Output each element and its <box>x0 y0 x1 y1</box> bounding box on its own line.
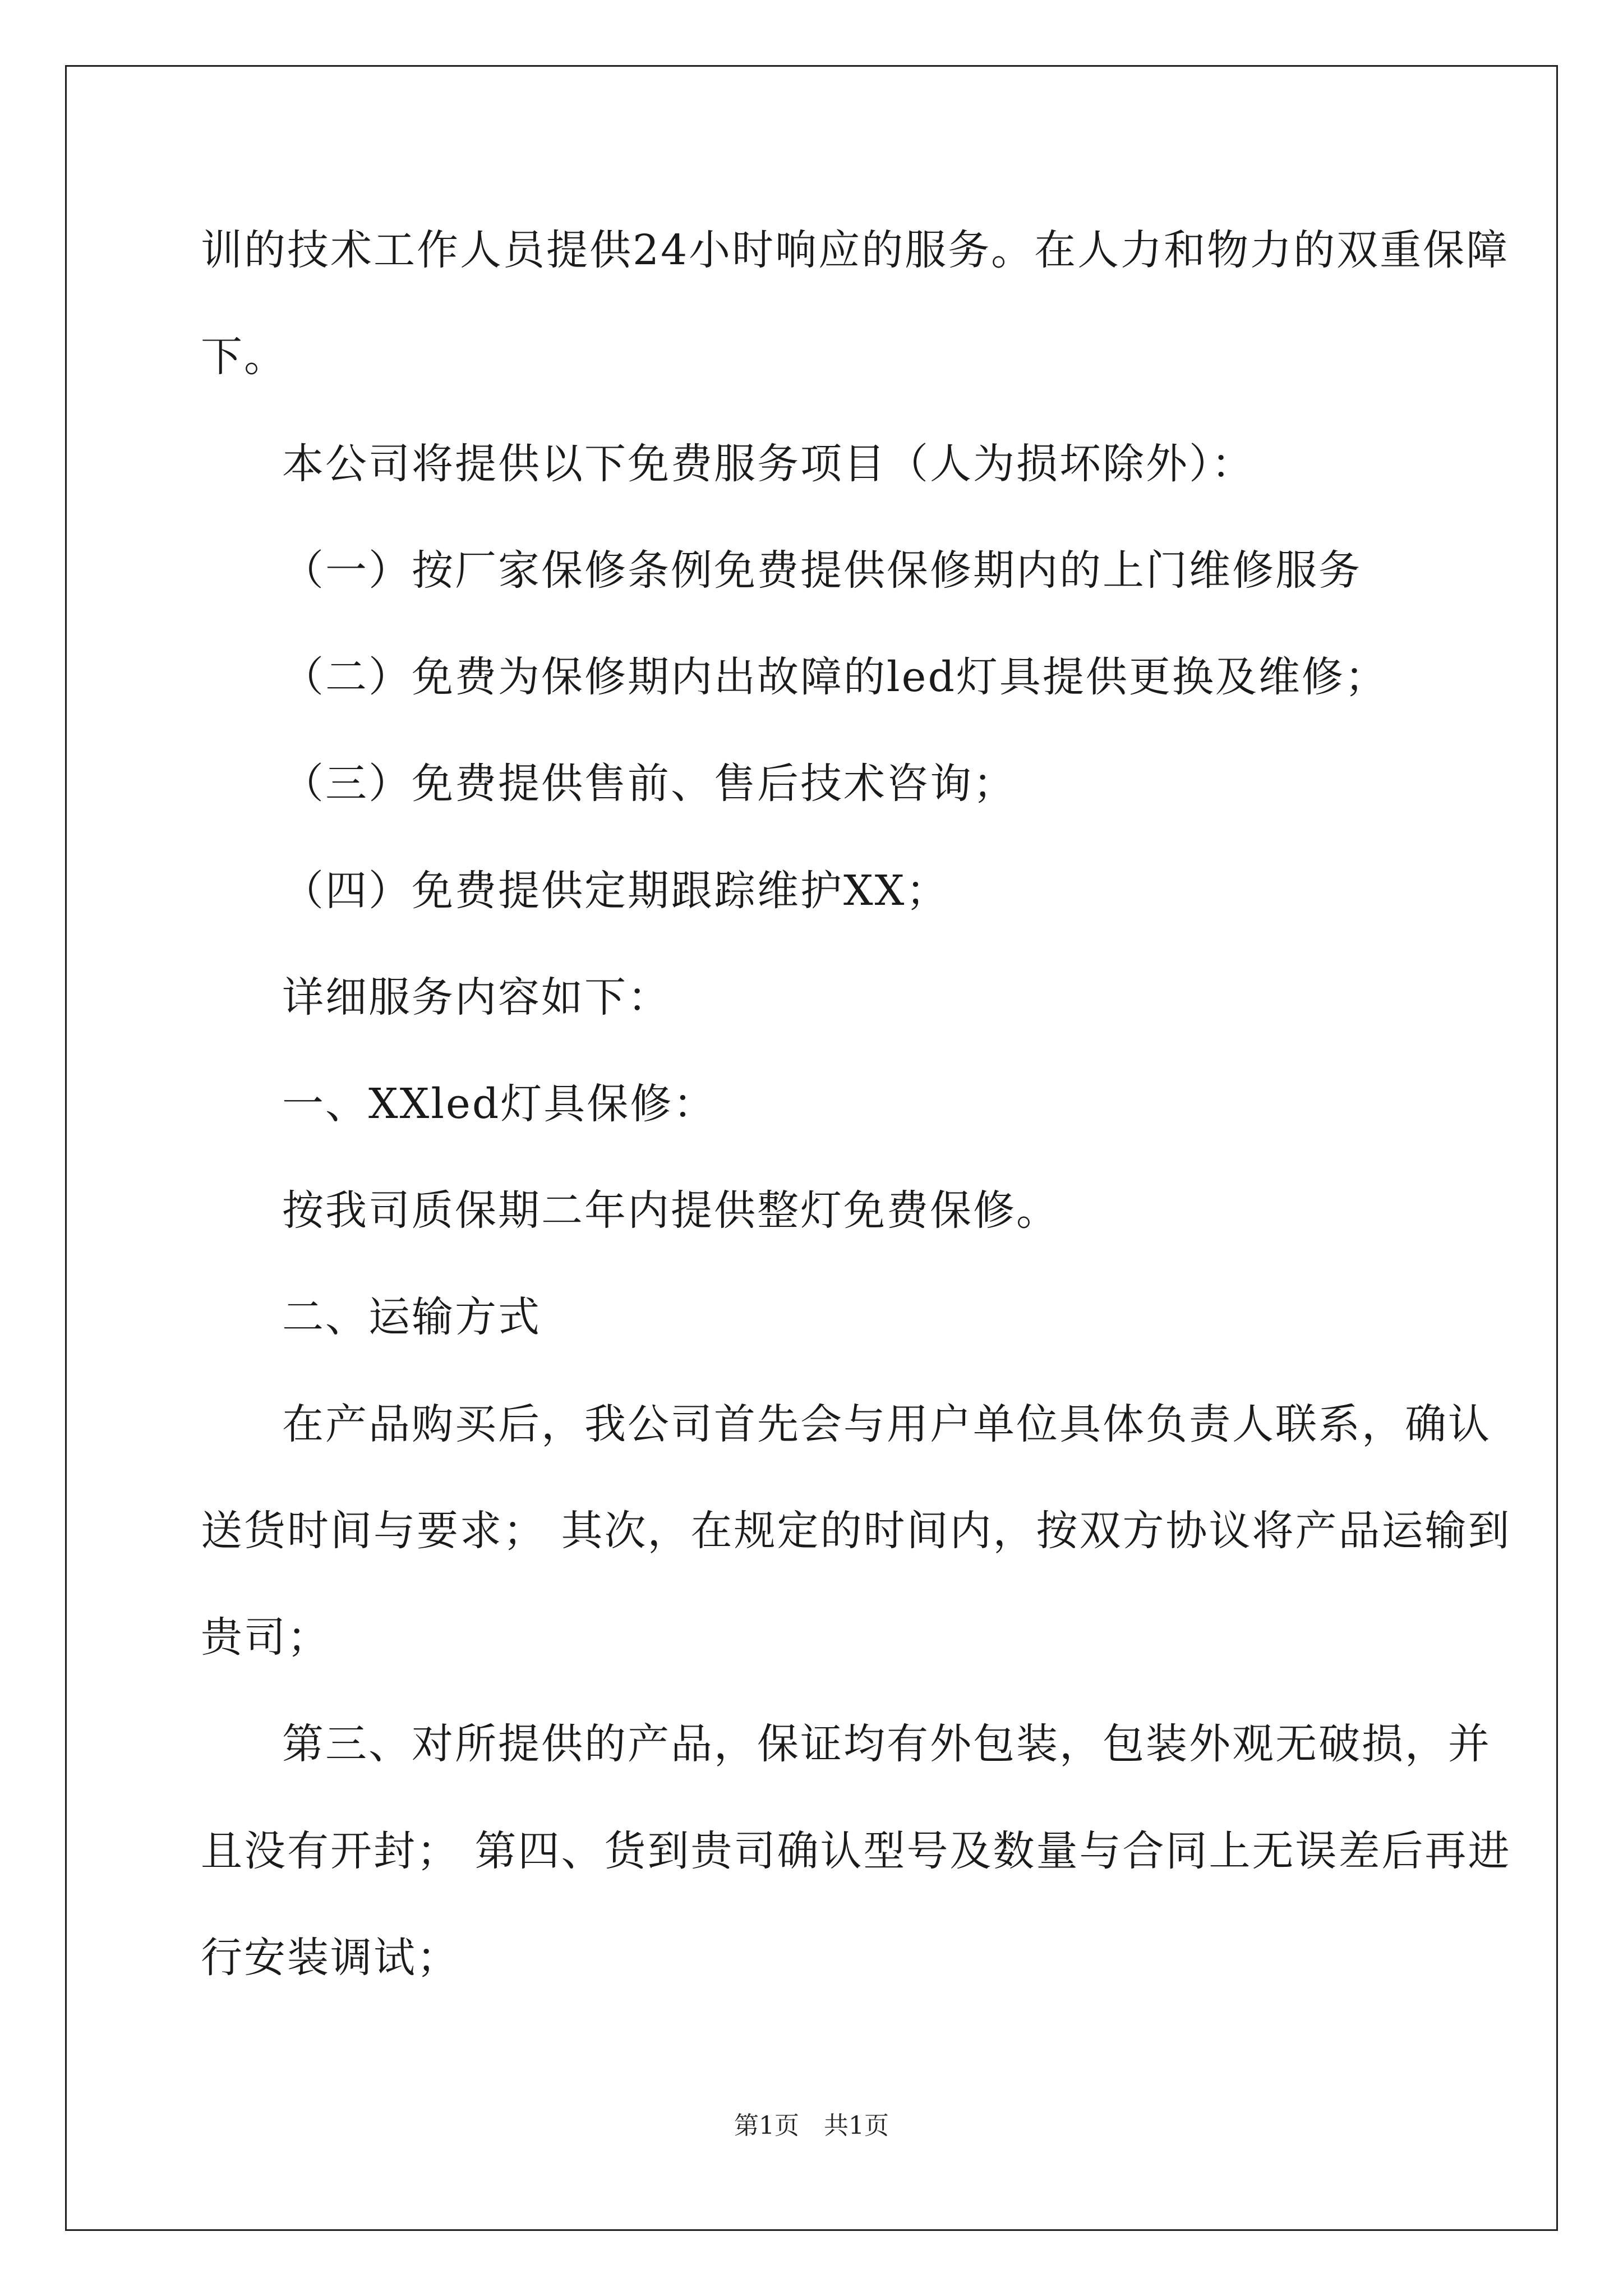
paragraph-line: 训的技术工作人员提供24小时响应的服务。在人力和物力的双重保障 <box>201 226 1510 274</box>
list-item: （四）免费提供定期跟踪维护XX； <box>282 867 949 915</box>
paragraph-line: 贵司； <box>201 1613 330 1662</box>
paragraph-line: 详细服务内容如下： <box>282 973 671 1022</box>
paragraph-line: 且没有开封； 第四、货到贵司确认型号及数量与合同上无误差后再进 <box>201 1827 1511 1875</box>
section-heading: 二、运输方式 <box>282 1293 541 1341</box>
paragraph-line: 下。 <box>201 333 287 381</box>
page-footer: 第1页 共1页 <box>734 2111 889 2140</box>
section-heading: 一、XXled灯具保修： <box>282 1080 717 1128</box>
paragraph-line: 本公司将提供以下免费服务项目（人为损坏除外）： <box>282 440 1255 488</box>
list-item: （三）免费提供售前、售后技术咨询； <box>282 760 1016 808</box>
paragraph-line: 按我司质保期二年内提供整灯免费保修。 <box>282 1186 1059 1235</box>
page-border <box>65 65 1558 2231</box>
paragraph-line: 送货时间与要求； 其次，在规定的时间内，按双方协议将产品运输到 <box>201 1507 1511 1555</box>
list-item: （一）按厂家保修条例免费提供保修期内的上门维修服务 <box>282 546 1362 595</box>
paragraph-line: 第三、对所提供的产品，保证均有外包装，包装外观无破损，并 <box>282 1720 1491 1768</box>
paragraph-line: 行安装调试； <box>201 1934 460 1982</box>
list-item: （二）免费为保修期内出故障的led灯具提供更换及维修； <box>282 653 1388 701</box>
paragraph-line: 在产品购买后，我公司首先会与用户单位具体负责人联系，确认 <box>282 1400 1491 1448</box>
